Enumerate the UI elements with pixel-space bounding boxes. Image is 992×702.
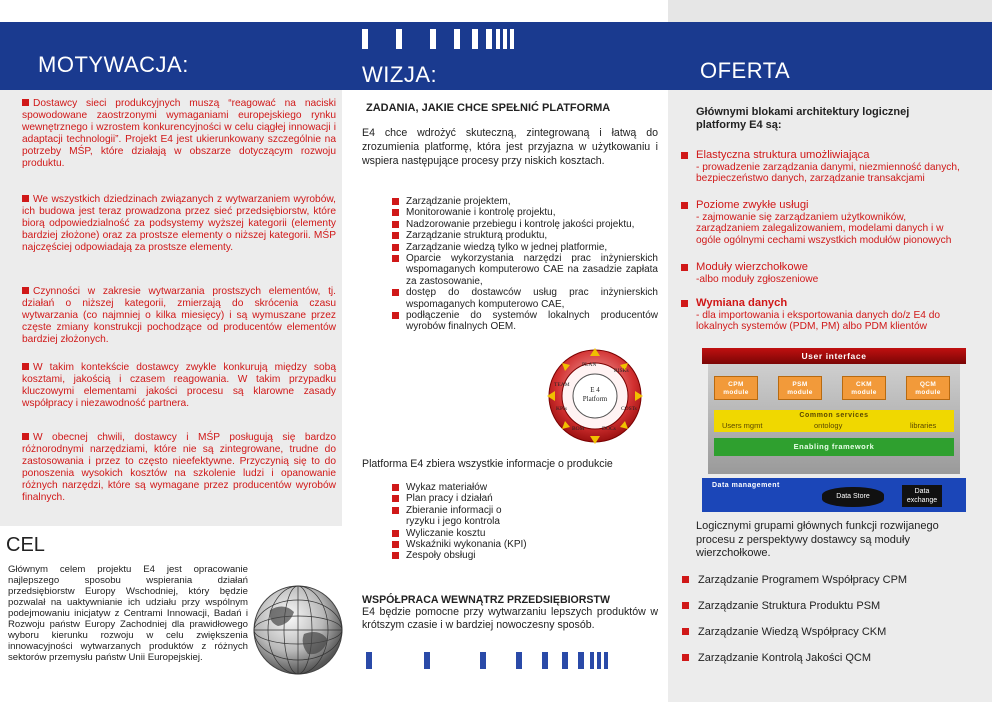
wizja-intro: E4 chce wdrożyć skuteczną, zintegrowaną i łatwą do zrozumienia platformę, która jest przyjazna w użytkowaniu i wspiera następujące procesy przy niskich kosztach.: [362, 127, 658, 167]
circle-label-plan: PLAN: [582, 362, 597, 368]
data-management-title: Data management: [712, 482, 780, 489]
header-stripes: [362, 29, 514, 49]
heading-oferta: OFERTA: [700, 58, 791, 83]
zadania-title: ZADANIA, JAKIE CHCE SPEŁNIĆ PLATFORMA: [366, 102, 611, 114]
list-item: Zarządzanie projektem,: [392, 196, 658, 207]
motywacja-paragraph-3: Czynności w zakresie wytwarzania prostszych elementów, tj. działań o niższej kategorii, zmierzają do skrócenia czasu wytwarzania (co najmniej o kilka miesięcy) i są wymuszane przez częste zmiany konstrukcji pochodzące od producentów elementów bardziej złożonych.: [22, 286, 336, 345]
list-item: podłączenie do systemów lokalnych producentów wyrobów finalnych OEM.: [392, 310, 658, 333]
list-item: Zespoły obsługi: [392, 550, 592, 561]
oferta-item-3: Moduły wierzchołkowe -albo moduły zgłoszeniowe: [696, 262, 962, 285]
circle-label-kpis: KPIs: [556, 406, 568, 412]
bullet-icon: [681, 202, 688, 209]
heading-wizja: WIZJA:: [362, 62, 438, 87]
circle-center-sub: Platform: [582, 395, 608, 403]
wspolpraca-title: WSPÓŁPRACA WEWNĄTRZ PRZEDSIĘBIORSTW: [362, 594, 610, 606]
list-item: Plan pracy i działań: [392, 493, 592, 504]
list-item: Monitorowanie i kontrolę projektu,: [392, 207, 658, 218]
bullet-icon: [22, 195, 29, 202]
list-item: dostęp do dostawców usług prac inżynierskich wspomaganych komputerowo CAE,: [392, 287, 658, 310]
oferta-intro: Głównymi blokami architektury logicznej platformy E4 są:: [696, 106, 910, 131]
circle-label-bom: BOM: [572, 426, 585, 432]
circle-center-label: E 4: [590, 386, 600, 394]
wizja-list-1: [392, 196, 658, 333]
wizja-list-2: [392, 482, 592, 562]
wspolpraca-text: E4 będzie pomocne przy wytwarzaniu lepszych produktów w krótszym czasie i w bardziej nowoczesny sposób.: [362, 606, 658, 631]
ckm-module: CKM module: [842, 376, 886, 400]
bullet-icon: [681, 152, 688, 159]
oferta-item-2: Poziome zwykłe usługi - zajmowanie się zarządzaniem użytkowników, zarządzaniem zalegalizowaniem, modelami danych i w ogóle ogólnymi cechami wszystkich modułów pionowych: [696, 200, 962, 246]
bullet-icon: [682, 602, 689, 609]
right-column-top-bg: [668, 0, 992, 22]
bullet-icon: [681, 264, 688, 271]
list-item: Zbieranie informacji o ryzyku i jego kontrola: [392, 505, 522, 528]
architecture-diagram: [702, 348, 966, 518]
bullet-icon: [22, 363, 29, 370]
cel-title: CEL: [6, 534, 45, 556]
module-item-psm: Zarządzanie Struktura Produktu PSM: [698, 600, 880, 612]
oferta-item-4: Wymiana danych - dla importowania i eksportowania danych do/z E4 do lokalnych systemów (PDM, PM) albo PDM klientów: [696, 298, 962, 333]
data-management-layer: [702, 478, 966, 512]
module-item-qcm: Zarządzanie Kontrolą Jakości QCM: [698, 652, 871, 664]
module-item-cpm: Zarządzanie Programem Współpracy CPM: [698, 574, 907, 586]
list-item: Nadzorowanie przebiegu i kontrolę jakości projektu,: [392, 219, 658, 230]
bullet-icon: [22, 99, 29, 106]
motywacja-paragraph-1: Dostawcy sieci produkcyjnych muszą “reagować na naciski spowodowane zaostrzonymi wymaganiami europejskiego rynku wewnętrznego i wzrostem konkurencyjności w celu ciągłej innowacji i adaptacji technologii”. Projekt E4 jest ukierunkowany szczególnie na potrzeby MŚP, które działają w obszarze dotyczącym rozwoju produktu.: [22, 98, 336, 169]
list-item: Wskaźniki wykonania (KPI): [392, 539, 592, 550]
list-item: Zarządzanie strukturą produktu,: [392, 230, 658, 241]
ontology-label: ontology: [814, 421, 843, 430]
footer-stripes: [366, 652, 608, 669]
globe-icon: [250, 580, 346, 680]
module-item-ckm: Zarządzanie Wiedzą Współpracy CKM: [698, 626, 886, 638]
list-item: Zarządzanie wiedzą tylko w jednej platformie,: [392, 242, 658, 253]
cpm-module: CPM module: [714, 376, 758, 400]
oferta-summary: Logicznymi grupami głównych funkcji rozwijanego procesu z perspektywy dostawcy są moduły wierzchołkowe.: [696, 520, 939, 559]
motywacja-paragraph-5: W obecnej chwili, dostawcy i MŚP posługują się bardzo różnorodnymi narzędziami, które nie są zintegrowane, trudne do zastosowania i przez to często nieefektywne. Przyczynią się to do ponoszenia wysokich kosztów na szkolenie ludzi i opanowanie różnych narzędzi, które są wymagane przez producentów wyrobów finalnych.: [22, 432, 336, 503]
modules-layer: [708, 364, 960, 474]
common-services-layer: [714, 410, 954, 432]
platform-text: Platforma E4 zbiera wszystkie informacje o produkcie: [362, 458, 613, 470]
heading-motywacja: MOTYWACJA:: [38, 52, 189, 77]
bullet-icon: [682, 628, 689, 635]
users-mgmt-label: Users mgmt: [722, 421, 763, 430]
bullet-icon: [682, 576, 689, 583]
bullet-icon: [22, 433, 29, 440]
circle-label-docs: DOCs: [602, 426, 616, 432]
platform-circle-diagram: [530, 346, 660, 446]
list-item: Oparcie wykorzystania narzędzi prac inżynierskich wspomaganych komputerowo CAE na zasadzie zapłata za zastosowanie,: [392, 253, 658, 287]
bullet-icon: [682, 654, 689, 661]
motywacja-paragraph-2: We wszystkich dziedzinach związanych z wytwarzaniem wyrobów, ich budowa jest teraz prowadzona przez sieć przedsiębiorstw, które biorą odpowiedzialność za podsystemy wyższej kategorii (elementy bardziej złożone) oraz za prostsze elementy o niższej kategorii. MŚP najczęściej odpowiadają za prostsze elementy.: [22, 194, 336, 253]
list-item: Wykaz materiałów: [392, 482, 592, 493]
psm-module: PSM module: [778, 376, 822, 400]
motywacja-paragraph-4: W takim kontekście dostawcy zwykle konkurują między sobą kosztami, jakością i czasem reagowania. W takim przypadku kluczowymi elementami jakości procesu są klarowne zasady współpracy i niezawodność partnera.: [22, 362, 336, 409]
cel-text: Głównym celem projektu E4 jest opracowanie najlepszego sposobu wspierania działań przedsiębiorstw Europy Wschodniej, który będzie pozwalał na uaktywnianie ich udziału przy wspólnym podejmowaniu inicjatyw z Centrami Innowacji, Badań i Rozwoju państw Europy Zachodniej dla prawidłowego wyboru kierunku rozwoju w celu zwiększenia innowacyjności wytwarzanych produktów z różnych sektorów przemysłu państw Unii Europejskiej.: [8, 564, 248, 663]
oferta-item-1: Elastyczna struktura umożliwiająca - prowadzenie zarządzania danymi, niezmienność danych, bezpieczeństwo danych, zarządzanie transakcjami: [696, 150, 962, 185]
enabling-framework-layer: Enabling framework: [714, 438, 954, 456]
data-store: Data Store: [822, 487, 884, 507]
data-exchange: Data exchange: [902, 485, 942, 507]
bullet-icon: [22, 287, 29, 294]
circle-label-team: TEAM: [554, 382, 570, 388]
list-item: Wyliczanie kosztu: [392, 528, 592, 539]
circle-label-costs: COSTs: [621, 406, 637, 412]
bullet-icon: [681, 300, 688, 307]
user-interface-layer: User interface: [702, 348, 966, 364]
qcm-module: QCM module: [906, 376, 950, 400]
circle-label-risks: RISKs: [614, 368, 629, 374]
libraries-label: libraries: [910, 421, 937, 430]
common-services-title: Common services: [799, 412, 869, 419]
